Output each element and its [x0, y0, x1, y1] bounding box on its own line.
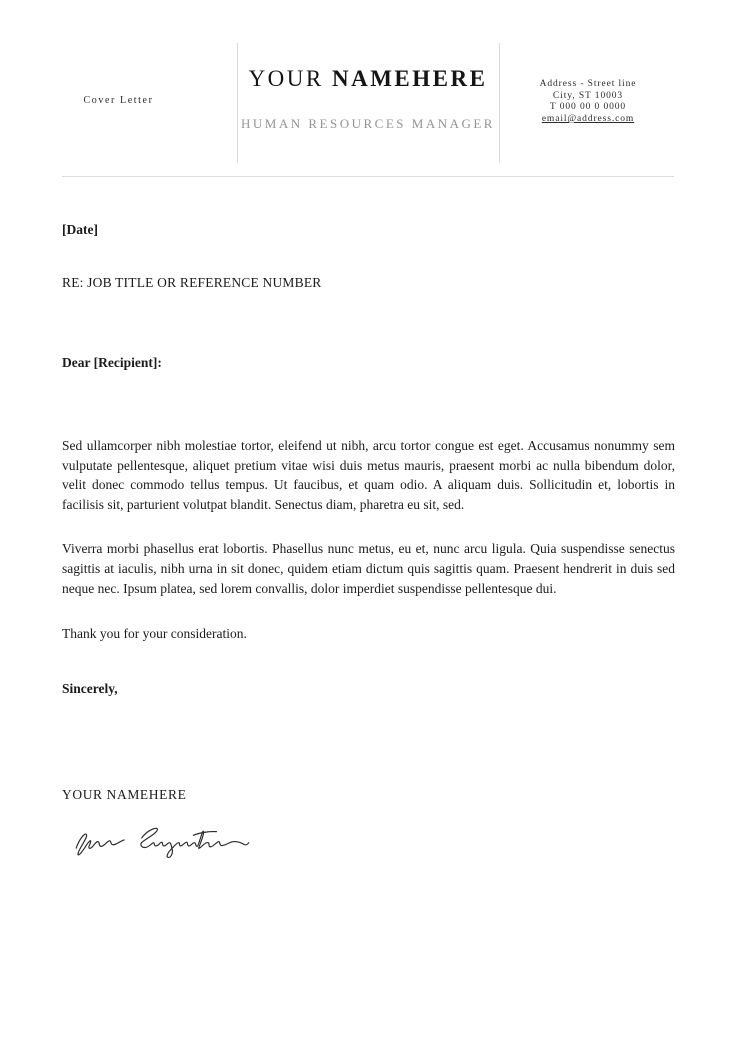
contact-email-link[interactable]: email@address.com [541, 114, 635, 124]
document-type-label: Cover Letter [83, 95, 154, 106]
signature-script-word-signature [141, 828, 249, 857]
date-placeholder: [Date] [62, 222, 98, 237]
contact-city-line: City, ST 10003 [552, 90, 624, 101]
contact-address-line: Address - Street line [539, 79, 637, 89]
page-title [237, 66, 499, 92]
letterhead [0, 0, 736, 177]
contact-phone-line: T 000 00 0 0000 [549, 102, 627, 112]
subject-line: RE: JOB TITLE OR REFERENCE NUMBER [62, 275, 322, 290]
sign-off: Sincerely, [62, 681, 118, 697]
title-last-name: NAMEHERE [331, 66, 488, 91]
job-title-subtitle: HUMAN RESOURCES MANAGER [241, 116, 495, 131]
handwritten-signature [62, 815, 262, 863]
signature-script-t-crossbar [193, 832, 216, 836]
salutation: Dear [Recipient]: [62, 355, 162, 370]
contact-block [499, 79, 677, 126]
closing-thanks: Thank you for your consideration. [62, 626, 247, 642]
typed-signature-name: YOUR NAMEHERE [62, 787, 187, 803]
title-first-name: YOUR [248, 66, 324, 91]
body-paragraph-1: Sed ullamcorper nibh molestiae tortor, eleifend ut nibh, arcu tortor congue est eget. Accusamus nonummy sem vulputate pellentesque, aliquet pretium vitae wisi duis metus mauris, praesent morbi ac nulla bibendum dolor, velit donec commodo tellus tempus. Ut faucibus, et quam odio. A aliquam duis. Sollicitudin et, lobortis in facilisis sit, parturient volutpat blandit. Senectus diam, pharetra eu sit, sed. [62, 438, 675, 512]
body-paragraph-2: Viverra morbi phasellus erat lobortis. Phasellus nunc metus, eu et, nunc arcu ligula. Quia suspendisse senectus sagittis at iaculis, nibh urna in sit donec, quidem etiam dictum quis sagittis quam. Praesent hendrerit in duis sed neque nec. Ipsum platea, sed lorem convallis, dolor imperdiet suspendisse pellentesque dui. [62, 541, 675, 596]
letterhead-center [237, 66, 499, 132]
signature-script-word-your [76, 834, 124, 855]
letter-body [62, 177, 675, 863]
